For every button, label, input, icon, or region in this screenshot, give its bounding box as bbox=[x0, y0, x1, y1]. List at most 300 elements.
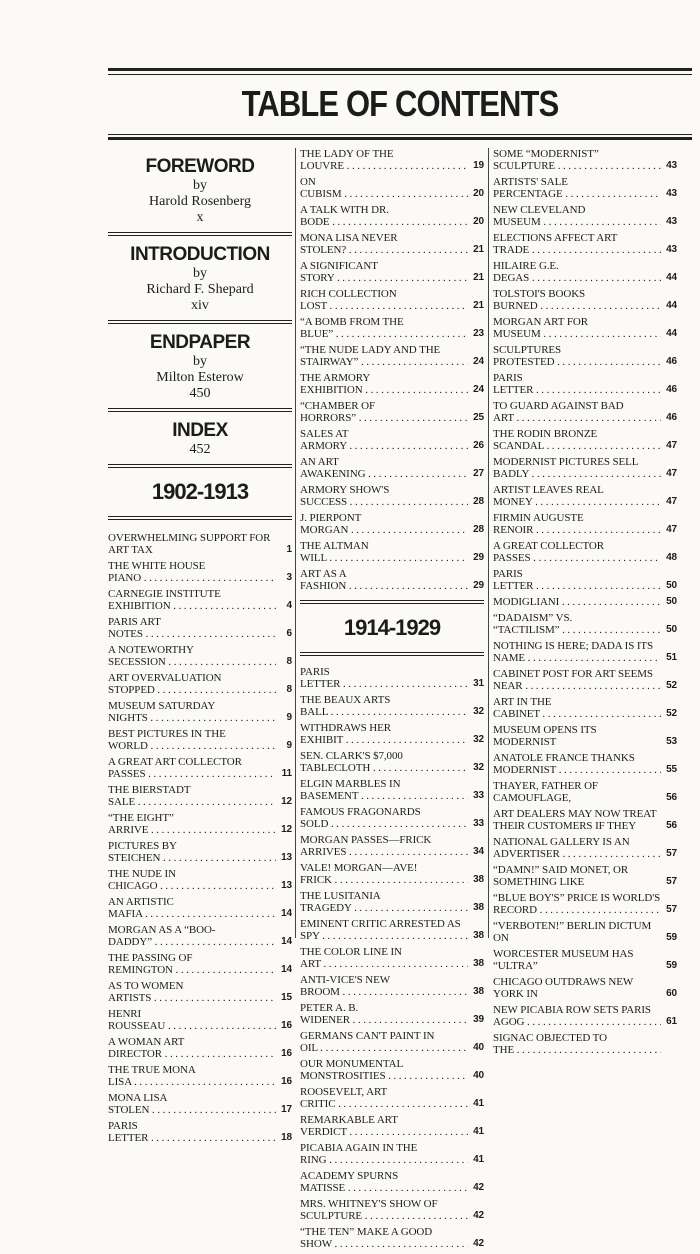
toc-entry-page: 31 bbox=[473, 678, 484, 689]
top-rule-thick bbox=[108, 68, 692, 71]
toc-entry-title: A GREAT ART COLLECTOR PASSES . . . bbox=[108, 756, 276, 780]
toc-entry-page: 12 bbox=[281, 796, 292, 807]
toc-entry-page: 21 bbox=[473, 272, 484, 283]
toc-entry bbox=[493, 260, 677, 284]
page-title: TABLE OF CONTENTS bbox=[241, 83, 559, 124]
toc-entry-page: 41 bbox=[473, 1098, 484, 1109]
toc-entry-page: 16 bbox=[281, 1048, 292, 1059]
toc-entry bbox=[493, 512, 677, 536]
toc-entry-page: 44 bbox=[666, 328, 677, 339]
toc-entry bbox=[300, 344, 484, 368]
section-divider bbox=[108, 464, 292, 468]
toc-entry-title: MUSEUM SATURDAY NIGHTS . . . bbox=[108, 700, 276, 724]
toc-entry-page: 46 bbox=[666, 384, 677, 395]
toc-entry-page: 56 bbox=[666, 820, 677, 831]
toc-entry-title: MONA LISA NEVER STOLEN? . . . bbox=[300, 232, 468, 256]
toc-entry-title: RICH COLLECTION LOST . . . bbox=[300, 288, 468, 312]
toc-entry bbox=[493, 724, 677, 748]
toc-entry bbox=[300, 484, 484, 508]
toc-entry-page: 12 bbox=[281, 824, 292, 835]
toc-entry bbox=[108, 1064, 292, 1088]
toc-entry-title: MUSEUM OPENS ITS MODERNIST . . . bbox=[493, 724, 661, 748]
toc-entry bbox=[108, 812, 292, 836]
toc-entry-page: 4 bbox=[286, 600, 292, 611]
toc-entry-page: 20 bbox=[473, 188, 484, 199]
toc-entry bbox=[493, 456, 677, 480]
toc-entry bbox=[300, 1086, 484, 1110]
toc-entry-title: A WOMAN ART DIRECTOR . . . bbox=[108, 1036, 276, 1060]
toc-entry-title: ELECTIONS AFFECT ART TRADE . . . bbox=[493, 232, 661, 256]
introduction-heading: INTRODUCTION bbox=[130, 244, 270, 265]
toc-entry bbox=[493, 372, 677, 396]
toc-entry-title: NEW PICABIA ROW SETS PARIS AGOG . . . bbox=[493, 1004, 661, 1028]
period-heading-1902-1913: 1902-1913 bbox=[151, 479, 249, 504]
toc-entry-title: AN ART AWAKENING . . . bbox=[300, 456, 468, 480]
toc-entry-page: 28 bbox=[473, 524, 484, 535]
toc-entry-page: 11 bbox=[281, 768, 292, 779]
toc-entry bbox=[493, 204, 677, 228]
toc-entry bbox=[300, 834, 484, 858]
toc-entry-title: HILAIRE G.E. DEGAS . . . bbox=[493, 260, 661, 284]
toc-entry bbox=[300, 176, 484, 200]
toc-entry-title: OUR MONUMENTAL MONSTROSITIES . . . bbox=[300, 1058, 468, 1082]
toc-entry-page: 56 bbox=[666, 792, 677, 803]
toc-entry-page: 8 bbox=[286, 656, 292, 667]
toc-entry-title: SOME “MODERNIST” SCULPTURE . . . bbox=[493, 148, 661, 172]
toc-entry-page: 46 bbox=[666, 412, 677, 423]
toc-entry-page: 32 bbox=[473, 706, 484, 717]
toc-entry bbox=[300, 148, 484, 172]
foreword-by: by bbox=[193, 178, 207, 193]
toc-entry-page: 42 bbox=[473, 1210, 484, 1221]
toc-entry-title: ARTIST LEAVES REAL MONEY . . . bbox=[493, 484, 661, 508]
toc-entry-title: PARIS LETTER . . . bbox=[493, 372, 661, 396]
toc-entry-title: ARTISTS' SALE PERCENTAGE . . . bbox=[493, 176, 661, 200]
toc-entry-title: “BLUE BOY'S” PRICE IS WORLD'S RECORD . . . bbox=[493, 892, 661, 916]
column-divider-1 bbox=[295, 148, 296, 938]
toc-entry-title: PARIS LETTER . . . bbox=[108, 1120, 276, 1144]
endpaper-author: Milton Esterow bbox=[156, 370, 244, 385]
toc-entry-title: PARIS LETTER . . . bbox=[300, 666, 468, 690]
toc-entry-page: 51 bbox=[666, 652, 677, 663]
toc-entry bbox=[493, 596, 677, 608]
toc-entry-page: 33 bbox=[473, 790, 484, 801]
toc-entry-page: 17 bbox=[281, 1104, 292, 1115]
toc-entry-title: THE ALTMAN WILL . . . bbox=[300, 540, 468, 564]
toc-entry-page: 52 bbox=[666, 680, 677, 691]
toc-entry-title: ROOSEVELT, ART CRITIC . . . bbox=[300, 1086, 468, 1110]
toc-entry-title: J. PIERPONT MORGAN . . . bbox=[300, 512, 468, 536]
toc-entry-page: 60 bbox=[666, 988, 677, 999]
toc-entry-title: BEST PICTURES IN THE WORLD . . . bbox=[108, 728, 276, 752]
toc-entry-page: 18 bbox=[281, 1132, 292, 1143]
toc-entry-page: 27 bbox=[473, 468, 484, 479]
foreword-page: x bbox=[196, 210, 204, 225]
toc-entry-page: 24 bbox=[473, 356, 484, 367]
endpaper-heading: ENDPAPER bbox=[149, 332, 251, 353]
toc-entry-page: 47 bbox=[666, 468, 677, 479]
toc-entry bbox=[300, 1170, 484, 1194]
contents-list-1914-1929 bbox=[300, 666, 484, 1250]
toc-entry bbox=[300, 1058, 484, 1082]
toc-entry bbox=[493, 232, 677, 256]
toc-entry-title: TO GUARD AGAINST BAD ART . . . bbox=[493, 400, 661, 424]
title-rule-thin bbox=[108, 134, 692, 135]
toc-entry bbox=[300, 1030, 484, 1054]
toc-entry-page: 43 bbox=[666, 216, 677, 227]
index-page: 452 bbox=[189, 442, 211, 457]
toc-entry bbox=[493, 920, 677, 944]
toc-entry-page: 50 bbox=[666, 624, 677, 635]
toc-entry-title: A SIGNIFICANT STORY . . . bbox=[300, 260, 468, 284]
toc-entry-page: 21 bbox=[473, 300, 484, 311]
toc-entry-title: WORCESTER MUSEUM HAS “ULTRA” . . . bbox=[493, 948, 661, 972]
toc-entry-page: 38 bbox=[473, 958, 484, 969]
toc-entry-page: 43 bbox=[666, 244, 677, 255]
toc-entry-title: ANTI-VICE'S NEW BROOM . . . bbox=[300, 974, 468, 998]
toc-entry-title: A TALK WITH DR. BODE . . . bbox=[300, 204, 468, 228]
toc-entry-page: 47 bbox=[666, 524, 677, 535]
toc-entry bbox=[300, 260, 484, 284]
toc-entry-page: 3 bbox=[286, 572, 292, 583]
toc-entry-page: 43 bbox=[666, 188, 677, 199]
toc-entry bbox=[300, 540, 484, 564]
title-rule-thick bbox=[108, 137, 692, 140]
toc-entry bbox=[300, 1226, 484, 1250]
column-3 bbox=[493, 148, 677, 1060]
toc-entry bbox=[300, 918, 484, 942]
toc-entry-title: THE TRUE MONA LISA . . . bbox=[108, 1064, 276, 1088]
toc-entry-page: 57 bbox=[666, 848, 677, 859]
toc-entry-page: 42 bbox=[473, 1182, 484, 1193]
toc-entry bbox=[493, 864, 677, 888]
toc-entry-title: NEW CLEVELAND MUSEUM . . . bbox=[493, 204, 661, 228]
toc-entry-title: FAMOUS FRAGONARDS SOLD . . . bbox=[300, 806, 468, 830]
toc-entry bbox=[493, 808, 677, 832]
toc-entry-page: 57 bbox=[666, 904, 677, 915]
toc-entry-page: 24 bbox=[473, 384, 484, 395]
toc-entry-page: 38 bbox=[473, 986, 484, 997]
toc-entry bbox=[300, 974, 484, 998]
toc-entry-page: 21 bbox=[473, 244, 484, 255]
toc-entry bbox=[493, 344, 677, 368]
toc-entry-page: 52 bbox=[666, 708, 677, 719]
top-rule-thin bbox=[108, 74, 692, 75]
toc-entry-title: PETER A. B. WIDENER . . . bbox=[300, 1002, 468, 1026]
toc-entry-title: CHICAGO OUTDRAWS NEW YORK IN . . . bbox=[493, 976, 661, 1000]
toc-entry bbox=[108, 616, 292, 640]
toc-entry-page: 38 bbox=[473, 874, 484, 885]
introduction-page: xiv bbox=[191, 298, 209, 313]
toc-entry-page: 34 bbox=[473, 846, 484, 857]
toc-entry-title: THE PASSING OF REMINGTON . . . bbox=[108, 952, 276, 976]
toc-entry-title: REMARKABLE ART VERDICT . . . bbox=[300, 1114, 468, 1138]
toc-entry bbox=[108, 672, 292, 696]
toc-entry-title: MRS. WHITNEY'S SHOW OF SCULPTURE . . . bbox=[300, 1198, 468, 1222]
endpaper-page: 450 bbox=[189, 386, 211, 401]
toc-entry-page: 1 bbox=[286, 544, 292, 555]
toc-entry-page: 29 bbox=[473, 580, 484, 591]
toc-entry-page: 53 bbox=[666, 736, 677, 747]
toc-entry-page: 9 bbox=[286, 740, 292, 751]
toc-entry bbox=[108, 756, 292, 780]
toc-entry bbox=[300, 288, 484, 312]
toc-entry-title: “THE NUDE LADY AND THE STAIRWAY” . . . bbox=[300, 344, 468, 368]
toc-entry-page: 23 bbox=[473, 328, 484, 339]
toc-entry-page: 41 bbox=[473, 1126, 484, 1137]
toc-entry bbox=[108, 784, 292, 808]
toc-entry-title: ART OVERVALUATION STOPPED . . . bbox=[108, 672, 276, 696]
section-divider bbox=[300, 600, 484, 604]
toc-entry-page: 20 bbox=[473, 216, 484, 227]
toc-entry bbox=[493, 836, 677, 860]
toc-entry-title: SALES AT ARMORY . . . bbox=[300, 428, 468, 452]
toc-entry bbox=[108, 840, 292, 864]
toc-entry-page: 26 bbox=[473, 440, 484, 451]
column-2 bbox=[300, 148, 484, 1254]
toc-entry-title: SCULPTURES PROTESTED . . . bbox=[493, 344, 661, 368]
toc-entry bbox=[108, 952, 292, 976]
toc-entry bbox=[108, 1092, 292, 1116]
toc-entry-title: FIRMIN AUGUSTE RENOIR . . . bbox=[493, 512, 661, 536]
toc-entry bbox=[300, 316, 484, 340]
toc-entry-title: CABINET POST FOR ART SEEMS NEAR . . . bbox=[493, 668, 661, 692]
toc-entry bbox=[493, 752, 677, 776]
toc-entry bbox=[493, 316, 677, 340]
toc-entry bbox=[108, 700, 292, 724]
toc-entry bbox=[108, 980, 292, 1004]
toc-entry-title: THE RODIN BRONZE SCANDAL . . . bbox=[493, 428, 661, 452]
toc-entry-page: 40 bbox=[473, 1042, 484, 1053]
toc-entry-title: THE LUSITANIA TRAGEDY . . . bbox=[300, 890, 468, 914]
toc-entry-page: 50 bbox=[666, 580, 677, 591]
toc-entry bbox=[108, 560, 292, 584]
toc-entry bbox=[300, 1142, 484, 1166]
toc-entry-page: 39 bbox=[473, 1014, 484, 1025]
toc-entry-page: 13 bbox=[281, 880, 292, 891]
toc-entry-page: 38 bbox=[473, 930, 484, 941]
toc-entry-title: MORGAN AS A “BOO-DADDY” . . . bbox=[108, 924, 276, 948]
period-heading-1914-1929: 1914-1929 bbox=[343, 615, 441, 640]
toc-entry bbox=[300, 946, 484, 970]
toc-entry-title: THE ARMORY EXHIBITION . . . bbox=[300, 372, 468, 396]
toc-entry bbox=[300, 862, 484, 886]
toc-entry-page: 40 bbox=[473, 1070, 484, 1081]
toc-entry-title: TOLSTOI'S BOOKS BURNED . . . bbox=[493, 288, 661, 312]
toc-entry-title: MORGAN ART FOR MUSEUM . . . bbox=[493, 316, 661, 340]
toc-entry-title: “DADAISM” VS. “TACTILISM” . . . bbox=[493, 612, 661, 636]
toc-entry bbox=[300, 806, 484, 830]
toc-entry-title: OVERWHELMING SUPPORT FOR ART TAX . . . bbox=[108, 532, 276, 556]
toc-entry-title: ACADEMY SPURNS MATISSE . . . bbox=[300, 1170, 468, 1194]
toc-entry-page: 47 bbox=[666, 496, 677, 507]
toc-entry-title: PICTURES BY STEICHEN . . . bbox=[108, 840, 276, 864]
toc-entry bbox=[493, 612, 677, 636]
toc-entry bbox=[300, 428, 484, 452]
column-1 bbox=[108, 148, 292, 1148]
toc-entry bbox=[300, 694, 484, 718]
toc-entry-page: 57 bbox=[666, 876, 677, 887]
introduction-by: by bbox=[193, 266, 207, 281]
toc-entry bbox=[493, 640, 677, 664]
toc-entry-title: “A BOMB FROM THE BLUE” . . . bbox=[300, 316, 468, 340]
toc-entry-title: SIGNAC OBJECTED TO THE . . . bbox=[493, 1032, 661, 1056]
toc-entry-page: 59 bbox=[666, 932, 677, 943]
toc-entry bbox=[300, 1114, 484, 1138]
endpaper-by: by bbox=[193, 354, 207, 369]
toc-entry-page: 33 bbox=[473, 818, 484, 829]
toc-entry bbox=[108, 924, 292, 948]
endpaper-section bbox=[108, 324, 292, 408]
toc-entry bbox=[493, 892, 677, 916]
toc-entry bbox=[108, 588, 292, 612]
toc-entry-title: “THE TEN” MAKE A GOOD SHOW . . . bbox=[300, 1226, 468, 1250]
toc-entry-title: “VERBOTEN!” BERLIN DICTUM ON . . . bbox=[493, 920, 661, 944]
toc-entry bbox=[493, 1004, 677, 1028]
toc-entry-title: CARNEGIE INSTITUTE EXHIBITION . . . bbox=[108, 588, 276, 612]
toc-entry-title: THE BEAUX ARTS BALL . . . bbox=[300, 694, 468, 718]
toc-entry-page: 59 bbox=[666, 960, 677, 971]
toc-entry bbox=[300, 722, 484, 746]
toc-entry-page: 50 bbox=[666, 596, 677, 607]
toc-entry-title: A GREAT COLLECTOR PASSES . . . bbox=[493, 540, 661, 564]
toc-entry bbox=[300, 1198, 484, 1222]
toc-entry-title: “DAMN!” SAID MONET, OR SOMETHING LIKE . . . bbox=[493, 864, 661, 888]
toc-entry-page: 44 bbox=[666, 272, 677, 283]
toc-entry bbox=[300, 232, 484, 256]
toc-entry-page: 16 bbox=[281, 1076, 292, 1087]
toc-entry-title: PARIS LETTER . . . bbox=[493, 568, 661, 592]
toc-entry bbox=[300, 666, 484, 690]
toc-entry-page: 38 bbox=[473, 902, 484, 913]
toc-entry-page: 14 bbox=[281, 964, 292, 975]
toc-entry-title: A NOTEWORTHY SECESSION . . . bbox=[108, 644, 276, 668]
toc-entry-title: HENRI ROUSSEAU . . . bbox=[108, 1008, 276, 1032]
toc-entry bbox=[493, 976, 677, 1000]
toc-entry-page: 46 bbox=[666, 356, 677, 367]
toc-entry-title: MONA LISA STOLEN . . . bbox=[108, 1092, 276, 1116]
index-heading: INDEX bbox=[172, 420, 228, 441]
toc-entry-page: 8 bbox=[286, 684, 292, 695]
toc-entry-page: 61 bbox=[666, 1016, 677, 1027]
contents-list-1902-1913-cont bbox=[300, 148, 484, 592]
toc-entry-title: ON CUBISM . . . bbox=[300, 176, 468, 200]
toc-entry-title: “CHAMBER OF HORRORS” . . . bbox=[300, 400, 468, 424]
toc-entry-page: 9 bbox=[286, 712, 292, 723]
contents-list-1914-1929-cont bbox=[493, 148, 677, 1056]
toc-entry bbox=[493, 400, 677, 424]
toc-entry-page: 44 bbox=[666, 300, 677, 311]
toc-entry-title: ART IN THE CABINET . . . bbox=[493, 696, 661, 720]
toc-entry-page: 25 bbox=[473, 412, 484, 423]
toc-entry bbox=[108, 896, 292, 920]
toc-entry-page: 15 bbox=[281, 992, 292, 1003]
toc-entry-page: 16 bbox=[281, 1020, 292, 1031]
toc-entry-page: 48 bbox=[666, 552, 677, 563]
toc-entry-title: ANATOLE FRANCE THANKS MODERNIST . . . bbox=[493, 752, 661, 776]
toc-entry bbox=[108, 728, 292, 752]
toc-entry bbox=[493, 568, 677, 592]
toc-entry bbox=[300, 456, 484, 480]
toc-entry-page: 14 bbox=[281, 908, 292, 919]
toc-entry-title: THE BIERSTADT SALE . . . bbox=[108, 784, 276, 808]
toc-entry-page: 29 bbox=[473, 552, 484, 563]
toc-entry-title: EMINENT CRITIC ARRESTED AS SPY . . . bbox=[300, 918, 468, 942]
toc-entry bbox=[108, 1008, 292, 1032]
foreword-section bbox=[108, 148, 292, 232]
toc-entry-page: 28 bbox=[473, 496, 484, 507]
toc-entry-title: ART AS A FASHION . . . bbox=[300, 568, 468, 592]
toc-entry-title: WITHDRAWS HER EXHIBIT . . . bbox=[300, 722, 468, 746]
contents-list-1902-1913 bbox=[108, 532, 292, 1144]
toc-entry bbox=[300, 204, 484, 228]
toc-entry-title: GERMANS CAN'T PAINT IN OIL . . . bbox=[300, 1030, 468, 1054]
toc-entry-page: 32 bbox=[473, 734, 484, 745]
toc-entry-page: 6 bbox=[286, 628, 292, 639]
toc-entry bbox=[493, 288, 677, 312]
toc-entry-title: AS TO WOMEN ARTISTS . . . bbox=[108, 980, 276, 1004]
toc-entry-page: 43 bbox=[666, 160, 677, 171]
toc-entry-title: ARMORY SHOW'S SUCCESS . . . bbox=[300, 484, 468, 508]
toc-entry-title: VALE! MORGAN—AVE! FRICK . . . bbox=[300, 862, 468, 886]
section-divider bbox=[300, 652, 484, 656]
toc-entry-title: PICABIA AGAIN IN THE RING . . . bbox=[300, 1142, 468, 1166]
introduction-section bbox=[108, 236, 292, 320]
toc-entry-page: 14 bbox=[281, 936, 292, 947]
toc-entry bbox=[493, 948, 677, 972]
toc-entry bbox=[108, 532, 292, 556]
toc-entry bbox=[493, 668, 677, 692]
toc-entry bbox=[108, 868, 292, 892]
toc-entry bbox=[493, 1032, 677, 1056]
toc-entry-title: MORGAN PASSES—FRICK ARRIVES . . . bbox=[300, 834, 468, 858]
toc-entry bbox=[300, 512, 484, 536]
toc-entry-page: 19 bbox=[473, 160, 484, 171]
toc-entry bbox=[493, 696, 677, 720]
foreword-author: Harold Rosenberg bbox=[149, 194, 251, 209]
toc-entry bbox=[300, 890, 484, 914]
toc-entry-title: MODERNIST PICTURES SELL BADLY . . . bbox=[493, 456, 661, 480]
toc-entry bbox=[493, 176, 677, 200]
toc-entry bbox=[108, 1036, 292, 1060]
toc-entry-title: “THE EIGHT” ARRIVE . . . bbox=[108, 812, 276, 836]
toc-entry bbox=[108, 1120, 292, 1144]
toc-entry-title: THE NUDE IN CHICAGO . . . bbox=[108, 868, 276, 892]
toc-entry bbox=[108, 644, 292, 668]
toc-entry-title: THAYER, FATHER OF CAMOUFLAGE, . . . bbox=[493, 780, 661, 804]
toc-entry-title: NATIONAL GALLERY IS AN ADVERTISER . . . bbox=[493, 836, 661, 860]
toc-entry bbox=[300, 1002, 484, 1026]
toc-entry-page: 32 bbox=[473, 762, 484, 773]
toc-entry-title: ELGIN MARBLES IN BASEMENT . . . bbox=[300, 778, 468, 802]
toc-entry bbox=[493, 148, 677, 172]
toc-entry-title: ART DEALERS MAY NOW TREAT THEIR CUSTOMERS IF THEY . . . bbox=[493, 808, 661, 832]
toc-entry-title: AN ARTISTIC MAFIA . . . bbox=[108, 896, 276, 920]
toc-entry bbox=[300, 568, 484, 592]
foreword-heading: FOREWORD bbox=[145, 156, 255, 177]
toc-entry-title: THE WHITE HOUSE PIANO . . . bbox=[108, 560, 276, 584]
toc-entry bbox=[300, 400, 484, 424]
toc-entry-page: 55 bbox=[666, 764, 677, 775]
toc-entry-title: NOTHING IS HERE; DADA IS ITS NAME . . . bbox=[493, 640, 661, 664]
toc-entry-page: 41 bbox=[473, 1154, 484, 1165]
section-divider bbox=[108, 516, 292, 520]
toc-entry bbox=[493, 428, 677, 452]
column-divider-2 bbox=[488, 148, 489, 938]
toc-entry-title: MODIGLIANI . . . bbox=[493, 596, 661, 608]
toc-entry-title: SEN. CLARK'S $7,000 TABLECLOTH . . . bbox=[300, 750, 468, 774]
introduction-author: Richard F. Shepard bbox=[146, 282, 254, 297]
